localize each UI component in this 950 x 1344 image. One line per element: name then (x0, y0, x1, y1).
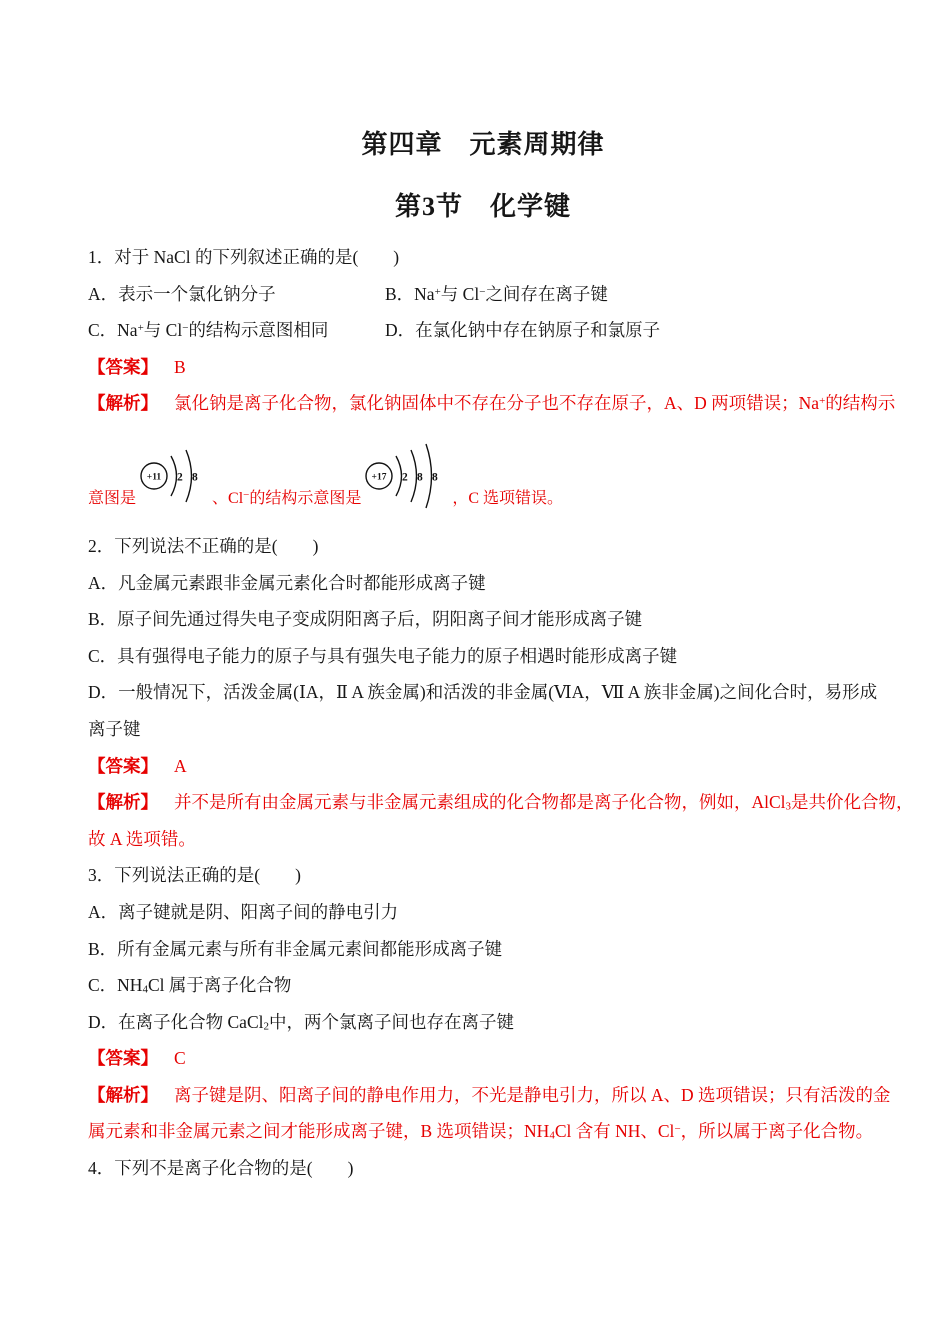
analysis-text-between-diagrams: 、Cl−的结构示意图是 (212, 489, 362, 508)
question-3-analysis-line-2: 属元素和非金属元素之间才能形成离子键，B 选项错误；$NH_4Cl$ 含有 NH、Cl−，所以属于离子化合物。 (88, 1121, 874, 1143)
question-1-stem: 1．对于 NaCl 的下列叙述正确的是( ) (88, 247, 400, 267)
section-title: 第3节 化学键 (394, 192, 571, 221)
analysis-label: 【解析】 (88, 393, 158, 414)
cl-ion-structure-diagram (364, 436, 449, 518)
question-3-option-c: C．$NH_4Cl$ 属于离子化合物 (88, 975, 292, 996)
analysis-label: 【解析】 (88, 792, 158, 813)
answer-label: 【答案】 (88, 1048, 158, 1069)
question-1-option-b: B．Na+与 Cl−之间存在离子键 (385, 283, 608, 304)
analysis-text-before-diagram: 意图是 (88, 490, 137, 508)
answer-label: 【答案】 (88, 755, 158, 776)
question-2-analysis-text: 并不是所有由金属元素与非金属元素组成的化合物都是离子化合物，例如，AlCl$_3$是共价化合物， (174, 792, 914, 813)
question-1-options-row-1 (88, 276, 950, 313)
question-3-option-b: B．所有金属元素与所有非金属元素间都能形成离子键 (88, 938, 503, 959)
question-2-option-a: A．凡金属元素跟非金属元素化合时都能形成离子键 (88, 572, 486, 593)
analysis-text-after-diagram: ，C 选项错误。 (452, 490, 564, 508)
svg-text:+11: +11 (146, 472, 162, 483)
question-3-option-a: A．离子键就是阴、阳离子间的静电引力 (88, 901, 399, 922)
question-2-option-b: B．原子间先通过得失电子变成阴阳离子后，阴阳离子间才能形成离子键 (88, 609, 643, 630)
svg-text:8: 8 (417, 471, 424, 484)
question-2-answer-line (88, 748, 950, 785)
question-3-analysis-text: 离子键是阴、阳离子间的静电作用力，不光是静电引力，所以 A、D 选项错误；只有活泼的金 (174, 1084, 891, 1105)
question-1-analysis-line-1 (88, 385, 950, 422)
question-1-option-c: C．Na+与 Cl−的结构示意图相同 (88, 320, 329, 341)
question-1-analysis-line-2 (88, 422, 950, 518)
question-1-analysis-text: 氯化钠是离子化合物，氯化钠固体中不存在分子也不存在原子，A、D 两项错误；Na+的结构示 (174, 393, 896, 414)
analysis-label: 【解析】 (88, 1084, 158, 1105)
question-2-option-d-line-2: 离子键 (88, 718, 141, 739)
question-1-options-row-2 (88, 312, 950, 349)
svg-text:8: 8 (192, 471, 198, 484)
question-2-answer-value: A (174, 755, 187, 776)
question-4-stem: 4．下列不是离子化合物的是( ) (88, 1158, 354, 1179)
question-2-analysis-line-2: 故 A 选项错。 (88, 828, 196, 849)
question-2-option-c: C．具有强得电子能力的原子与具有强失电子能力的原子相遇时能形成离子键 (88, 645, 678, 666)
chapter-title: 第四章 元素周期律 (361, 130, 605, 159)
question-2-stem: 2．下列说法不正确的是( ) (88, 535, 319, 556)
question-3-analysis-line-1 (88, 1077, 950, 1114)
question-3-answer-value: C (174, 1048, 186, 1069)
question-1-answer-value: B (174, 356, 186, 377)
svg-text:8: 8 (432, 471, 439, 484)
question-1-option-d: D．在氯化钠中存在钠原子和氯原子 (385, 320, 661, 341)
question-1-option-a: A．表示一个氯化钠分子 (88, 283, 276, 304)
question-2-option-d-line-1: D．一般情况下，活泼金属(ⅠA，Ⅱ A 族金属)和活泼的非金属(ⅥA，Ⅶ A 族非金属)之间化合时，易形成 (88, 682, 878, 703)
question-3-option-d: D．在离子化合物 CaCl$_2$中，两个氯离子间也存在离子键 (88, 1011, 514, 1033)
question-1-answer-line (88, 349, 950, 386)
svg-text:2: 2 (402, 471, 409, 484)
answer-label: 【答案】 (88, 356, 158, 377)
na-ion-structure-diagram (139, 436, 209, 518)
question-3-stem: 3．下列说法正确的是( ) (88, 865, 301, 886)
question-3-answer-line (88, 1040, 950, 1077)
svg-text:2: 2 (177, 471, 183, 484)
question-2-analysis-line-1 (88, 784, 950, 821)
svg-text:+17: +17 (371, 472, 387, 483)
